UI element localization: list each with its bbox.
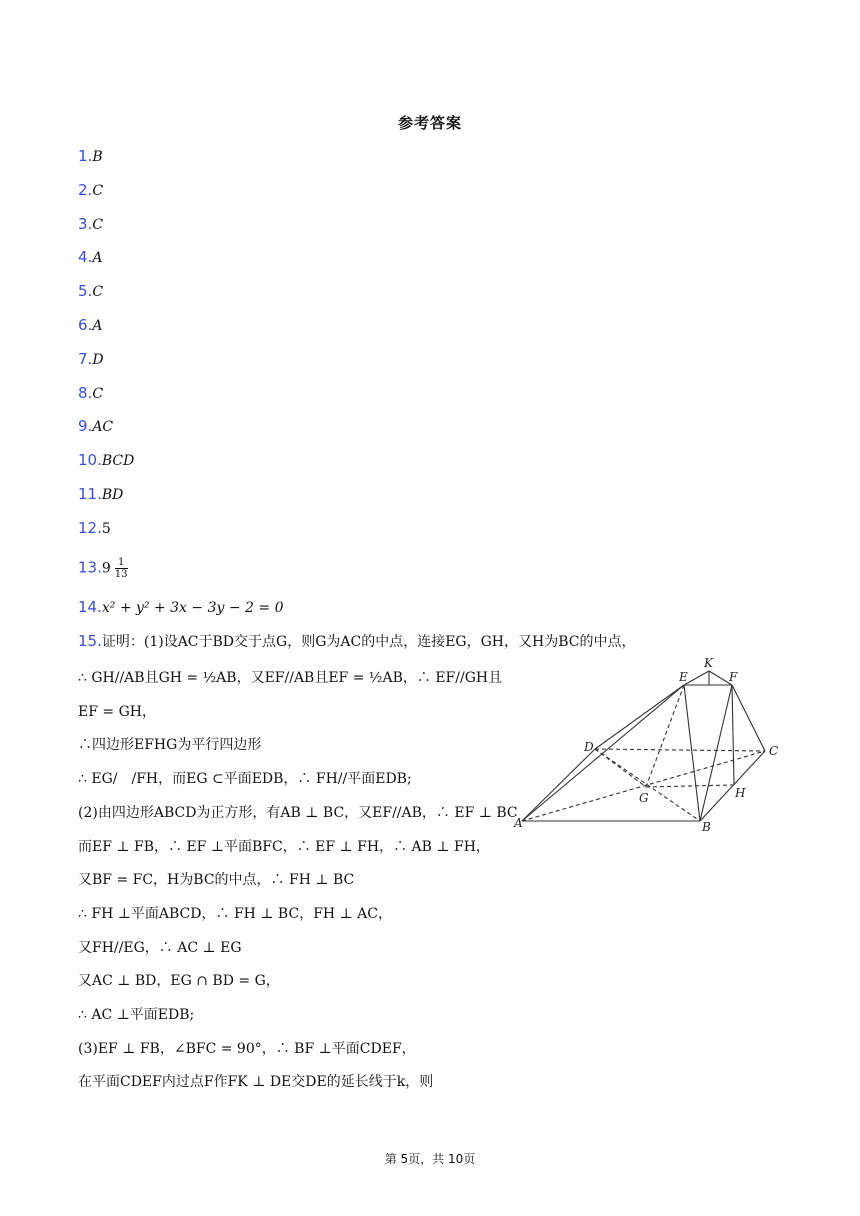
geometry-figure bbox=[512, 655, 787, 835]
question-number: 14. bbox=[78, 598, 102, 616]
proof-line: ∴ FH ⊥平面ABCD，∴ FH ⊥ BC，FH ⊥ AC， bbox=[78, 906, 393, 922]
edge-fh bbox=[732, 685, 734, 785]
answer-value: A bbox=[92, 250, 103, 266]
edge-ac-dashed bbox=[522, 751, 765, 821]
answer-row bbox=[78, 146, 103, 167]
answer-row-14 bbox=[78, 597, 283, 618]
answer-value: C bbox=[92, 386, 104, 402]
proof-line: (3)EF ⊥ FB，∠BFC = 90°，∴ BF ⊥平面CDEF， bbox=[78, 1041, 416, 1057]
proof-line: ∴ GH//AB且GH = ½AB，又EF//AB且EF = ½AB，∴ EF//GH且 bbox=[78, 670, 503, 686]
proof-line: 又BF = FC，H为BC的中点，∴ FH ⊥ BC bbox=[78, 872, 355, 888]
page-footer: 第 5页，共 10页 bbox=[384, 1152, 476, 1166]
proof-line: (2)由四边形ABCD为正方形，有AB ⊥ BC，又EF//AB，∴ EF ⊥ BC bbox=[78, 805, 518, 821]
question-number: 7. bbox=[78, 350, 93, 368]
proof-line: 在平面CDEF内过点F作FK ⊥ DE交DE的延长线于k，则 bbox=[78, 1074, 434, 1090]
answer-row bbox=[78, 383, 103, 404]
question-number: 6. bbox=[78, 316, 93, 334]
answer-row bbox=[78, 180, 103, 201]
answer-value: 5 bbox=[101, 521, 111, 537]
label-b: B bbox=[702, 820, 711, 834]
edge-dg-dashed bbox=[595, 749, 646, 787]
edge-ae bbox=[522, 685, 684, 821]
question-number: 9. bbox=[78, 417, 93, 435]
answer-whole: 9 bbox=[101, 560, 111, 577]
question-number: 10. bbox=[78, 451, 102, 469]
answer-row-13 bbox=[78, 557, 128, 580]
proof-line: ∴ AC ⊥平面EDB; bbox=[78, 1007, 195, 1023]
answer-value: D bbox=[92, 352, 104, 368]
label-a: A bbox=[514, 816, 523, 830]
proof-line: 又FH//EG，∴ AC ⊥ EG bbox=[78, 940, 242, 956]
edge-dc-dashed bbox=[595, 749, 765, 751]
answer-value: B bbox=[92, 149, 103, 165]
question-number: 5. bbox=[78, 282, 93, 300]
answer-row bbox=[78, 349, 104, 370]
answer-value: x² + y² + 3x − 3y − 2 = 0 bbox=[101, 600, 284, 616]
proof-line: ∴四边形EFHG为平行四边形 bbox=[78, 737, 262, 753]
question-number: 8. bbox=[78, 384, 93, 402]
question-number: 4. bbox=[78, 248, 93, 266]
label-g: G bbox=[639, 791, 649, 805]
question-number: 1. bbox=[78, 147, 93, 165]
answer-row bbox=[78, 416, 113, 437]
edge-fc bbox=[732, 685, 765, 751]
edge-de bbox=[595, 685, 684, 749]
question-number: 11. bbox=[78, 485, 102, 503]
question-number: 13. bbox=[78, 558, 102, 577]
answer-row bbox=[78, 450, 134, 471]
answer-value: C bbox=[92, 284, 104, 300]
label-c: C bbox=[769, 744, 779, 758]
edge-gh-dashed bbox=[646, 785, 734, 787]
page-title: 参考答案 bbox=[397, 114, 462, 132]
answer-value: A bbox=[92, 318, 103, 334]
answer-row-15 bbox=[78, 631, 635, 652]
label-d: D bbox=[584, 740, 594, 754]
answer-row bbox=[78, 484, 123, 505]
question-number: 12. bbox=[78, 519, 102, 537]
proof-line: 而EF ⊥ FB，∴ EF ⊥平面BFC，∴ EF ⊥ FH，∴ AB ⊥ FH， bbox=[78, 839, 490, 855]
answer-row bbox=[78, 214, 103, 235]
answer-row bbox=[78, 315, 102, 336]
answer-row bbox=[78, 247, 102, 268]
label-h: H bbox=[735, 786, 746, 800]
answer-value: C bbox=[92, 217, 104, 233]
proof-line: ∴ EG/ /FH，而EG ⊂平面EDB，∴ FH//平面EDB; bbox=[78, 771, 412, 787]
answer-value: BCD bbox=[101, 453, 135, 469]
question-number: 3. bbox=[78, 215, 93, 233]
edge-eb bbox=[684, 685, 700, 821]
label-e: E bbox=[679, 670, 688, 684]
fraction-numerator: 1 bbox=[115, 557, 128, 569]
edge-db-dashed bbox=[595, 749, 700, 821]
answer-row bbox=[78, 281, 103, 302]
fraction-denominator: 13 bbox=[114, 569, 128, 580]
proof-first-line: 证明：(1)设AC于BD交于点G，则G为AC的中点，连接EG，GH，又H为BC的中点， bbox=[101, 634, 636, 650]
proof-line: 又AC ⊥ BD，EG ∩ BD = G， bbox=[78, 973, 280, 989]
edge-fb bbox=[700, 685, 732, 821]
label-f: F bbox=[729, 670, 738, 684]
answer-row bbox=[78, 518, 111, 539]
answer-fraction bbox=[115, 557, 128, 580]
answer-value: C bbox=[92, 183, 104, 199]
question-number: 2. bbox=[78, 181, 93, 199]
answer-value: AC bbox=[92, 419, 114, 435]
label-k: K bbox=[704, 656, 713, 670]
proof-line: EF = GH， bbox=[78, 704, 156, 720]
answer-value: BD bbox=[101, 487, 124, 503]
question-number: 15. bbox=[78, 632, 102, 650]
